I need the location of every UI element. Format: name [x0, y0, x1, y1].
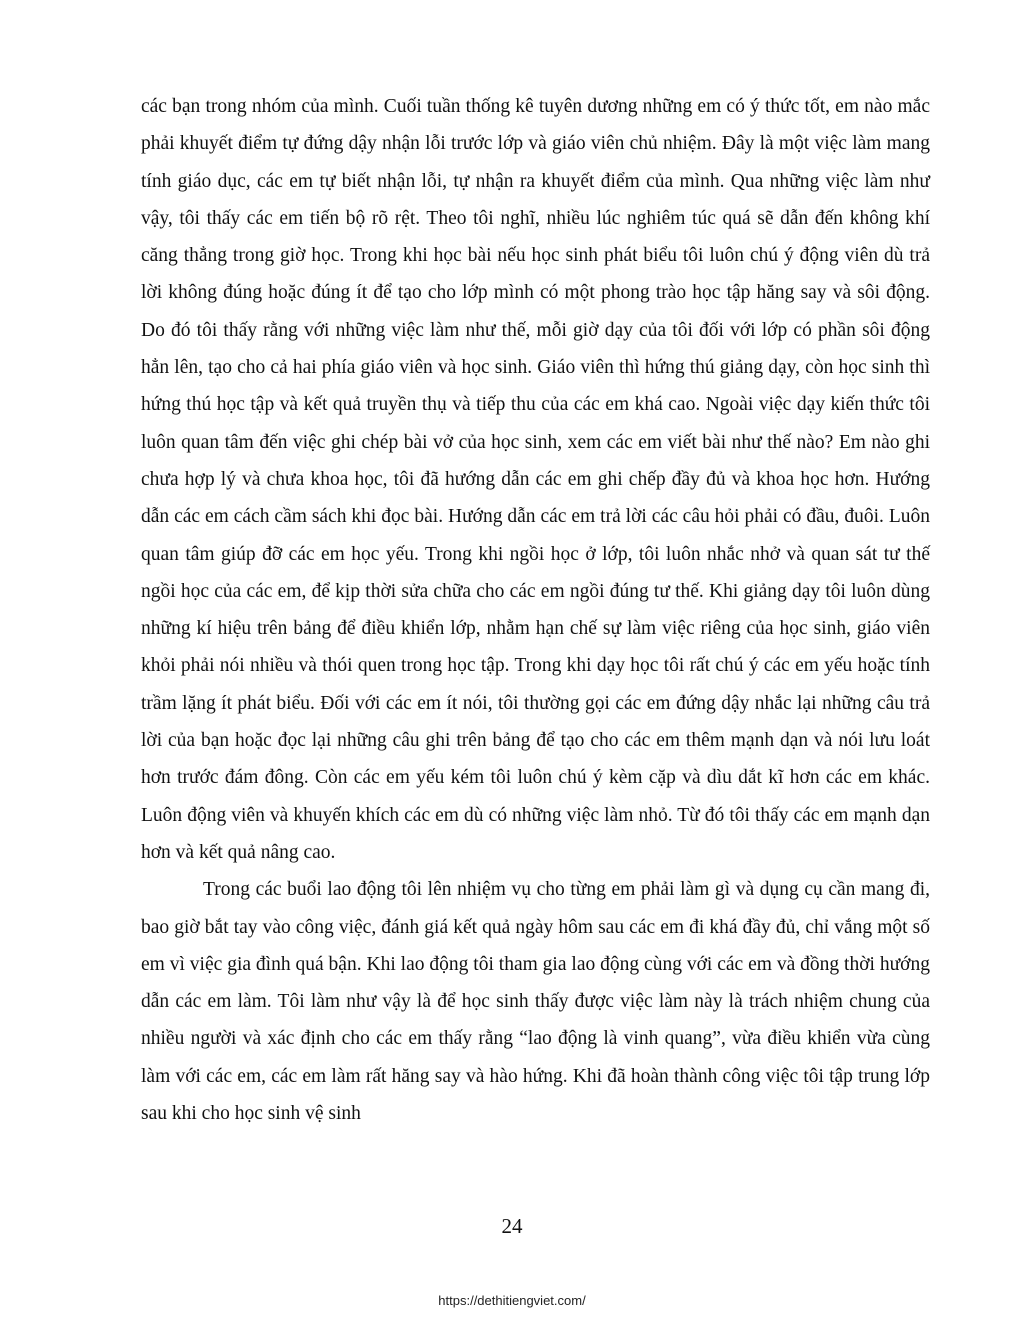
page-number: 24 [501, 1214, 523, 1238]
paragraph-1: các bạn trong nhóm của mình. Cuối tuần thống kê tuyên dương những em có ý thức tốt, em nào mắc phải khuyết điểm tự đứng dậy nhận lỗi trước lớp và giáo viên chủ nhiệm. Đây là một việc làm mang tính giáo dục, các em tự biết nhận lỗi, tự nhận ra khuyết điểm của mình. Qua những việc làm như vậy, tôi thấy các em tiến bộ rõ rệt. Theo tôi nghĩ, nhiều lúc nghiêm túc quá sẽ dẫn đến không khí căng thẳng trong giờ học. Trong khi học bài nếu học sinh phát biểu tôi luôn chú ý động viên dù trả lời không đúng hoặc đúng ít để tạo cho lớp mình có một phong trào học tập hăng say và sôi động. Do đó tôi thấy rằng với những việc làm như thế, mỗi giờ dạy của tôi đối với lớp có phần sôi động hẳn lên, tạo cho cả hai phía giáo viên và học sinh. Giáo viên thì hứng thú giảng dạy, còn học sinh thì hứng thú học tập và kết quả truyền thụ và tiếp thu của các em khá cao. Ngoài việc dạy kiến thức tôi luôn quan tâm đến việc ghi chép bài vở của học sinh, xem các em viết bài như thế nào? Em nào ghi chưa hợp lý và chưa khoa học, tôi đã hướng dẫn các em ghi chếp đầy đủ và khoa học hơn. Hướng dẫn các em cách cầm sách khi đọc bài. Hướng dẫn các em trả lời các câu hỏi phải có đầu, đuôi. Luôn quan tâm giúp đỡ các em học yếu. Trong khi ngồi học ở lớp, tôi luôn nhắc nhở và quan sát tư thế ngồi học của các em, để kịp thời sửa chữa cho các em ngồi đúng tư thế. Khi giảng dạy tôi luôn dùng những kí hiệu trên bảng để điều khiển lớp, nhằm hạn chế sự làm việc riêng của học sinh, giáo viên khỏi phải nói nhiều và thói quen trong học tập. Trong khi dạy học tôi rất chú ý các em yếu hoặc tính trầm lặng ít phát biểu. Đối với các em ít nói, tôi thường gọi các em đứng dậy nhắc lại những câu trả lời của bạn hoặc đọc lại những câu ghi trên bảng để tạo cho các em thêm mạnh dạn và nói lưu loát hơn trước đám đông. Còn các em yếu kém tôi luôn chú ý kèm cặp và dìu dắt kĩ hơn các em khác. Luôn động viên và khuyến khích các em dù có những việc làm nhỏ. Từ đó tôi thấy các em mạnh dạn hơn và kết quả nâng cao. [141, 96, 930, 863]
footer-url: https://dethitiengviet.com/ [438, 1293, 586, 1308]
body-text [141, 88, 930, 1132]
paragraph-2: Trong các buổi lao động tôi lên nhiệm vụ cho từng em phải làm gì và dụng cụ cần mang đi, bao giờ bắt tay vào công việc, đánh giá kết quả ngày hôm sau các em đi khá đầy đủ, chỉ vắng một số em vì việc gia đình quá bận. Khi lao động tôi tham gia lao động cùng với các em và đồng thời hướng dẫn các em làm. Tôi làm như vậy là để học sinh thấy được việc làm này là trách nhiệm chung của nhiều người và xác định cho các em thấy rằng “lao động là vinh quang”, vừa điều khiển vừa cùng làm với các em, các em làm rất hăng say và hào hứng. Khi đã hoàn thành công việc tôi tập trung lớp sau khi cho học sinh vệ sinh [141, 879, 930, 1125]
